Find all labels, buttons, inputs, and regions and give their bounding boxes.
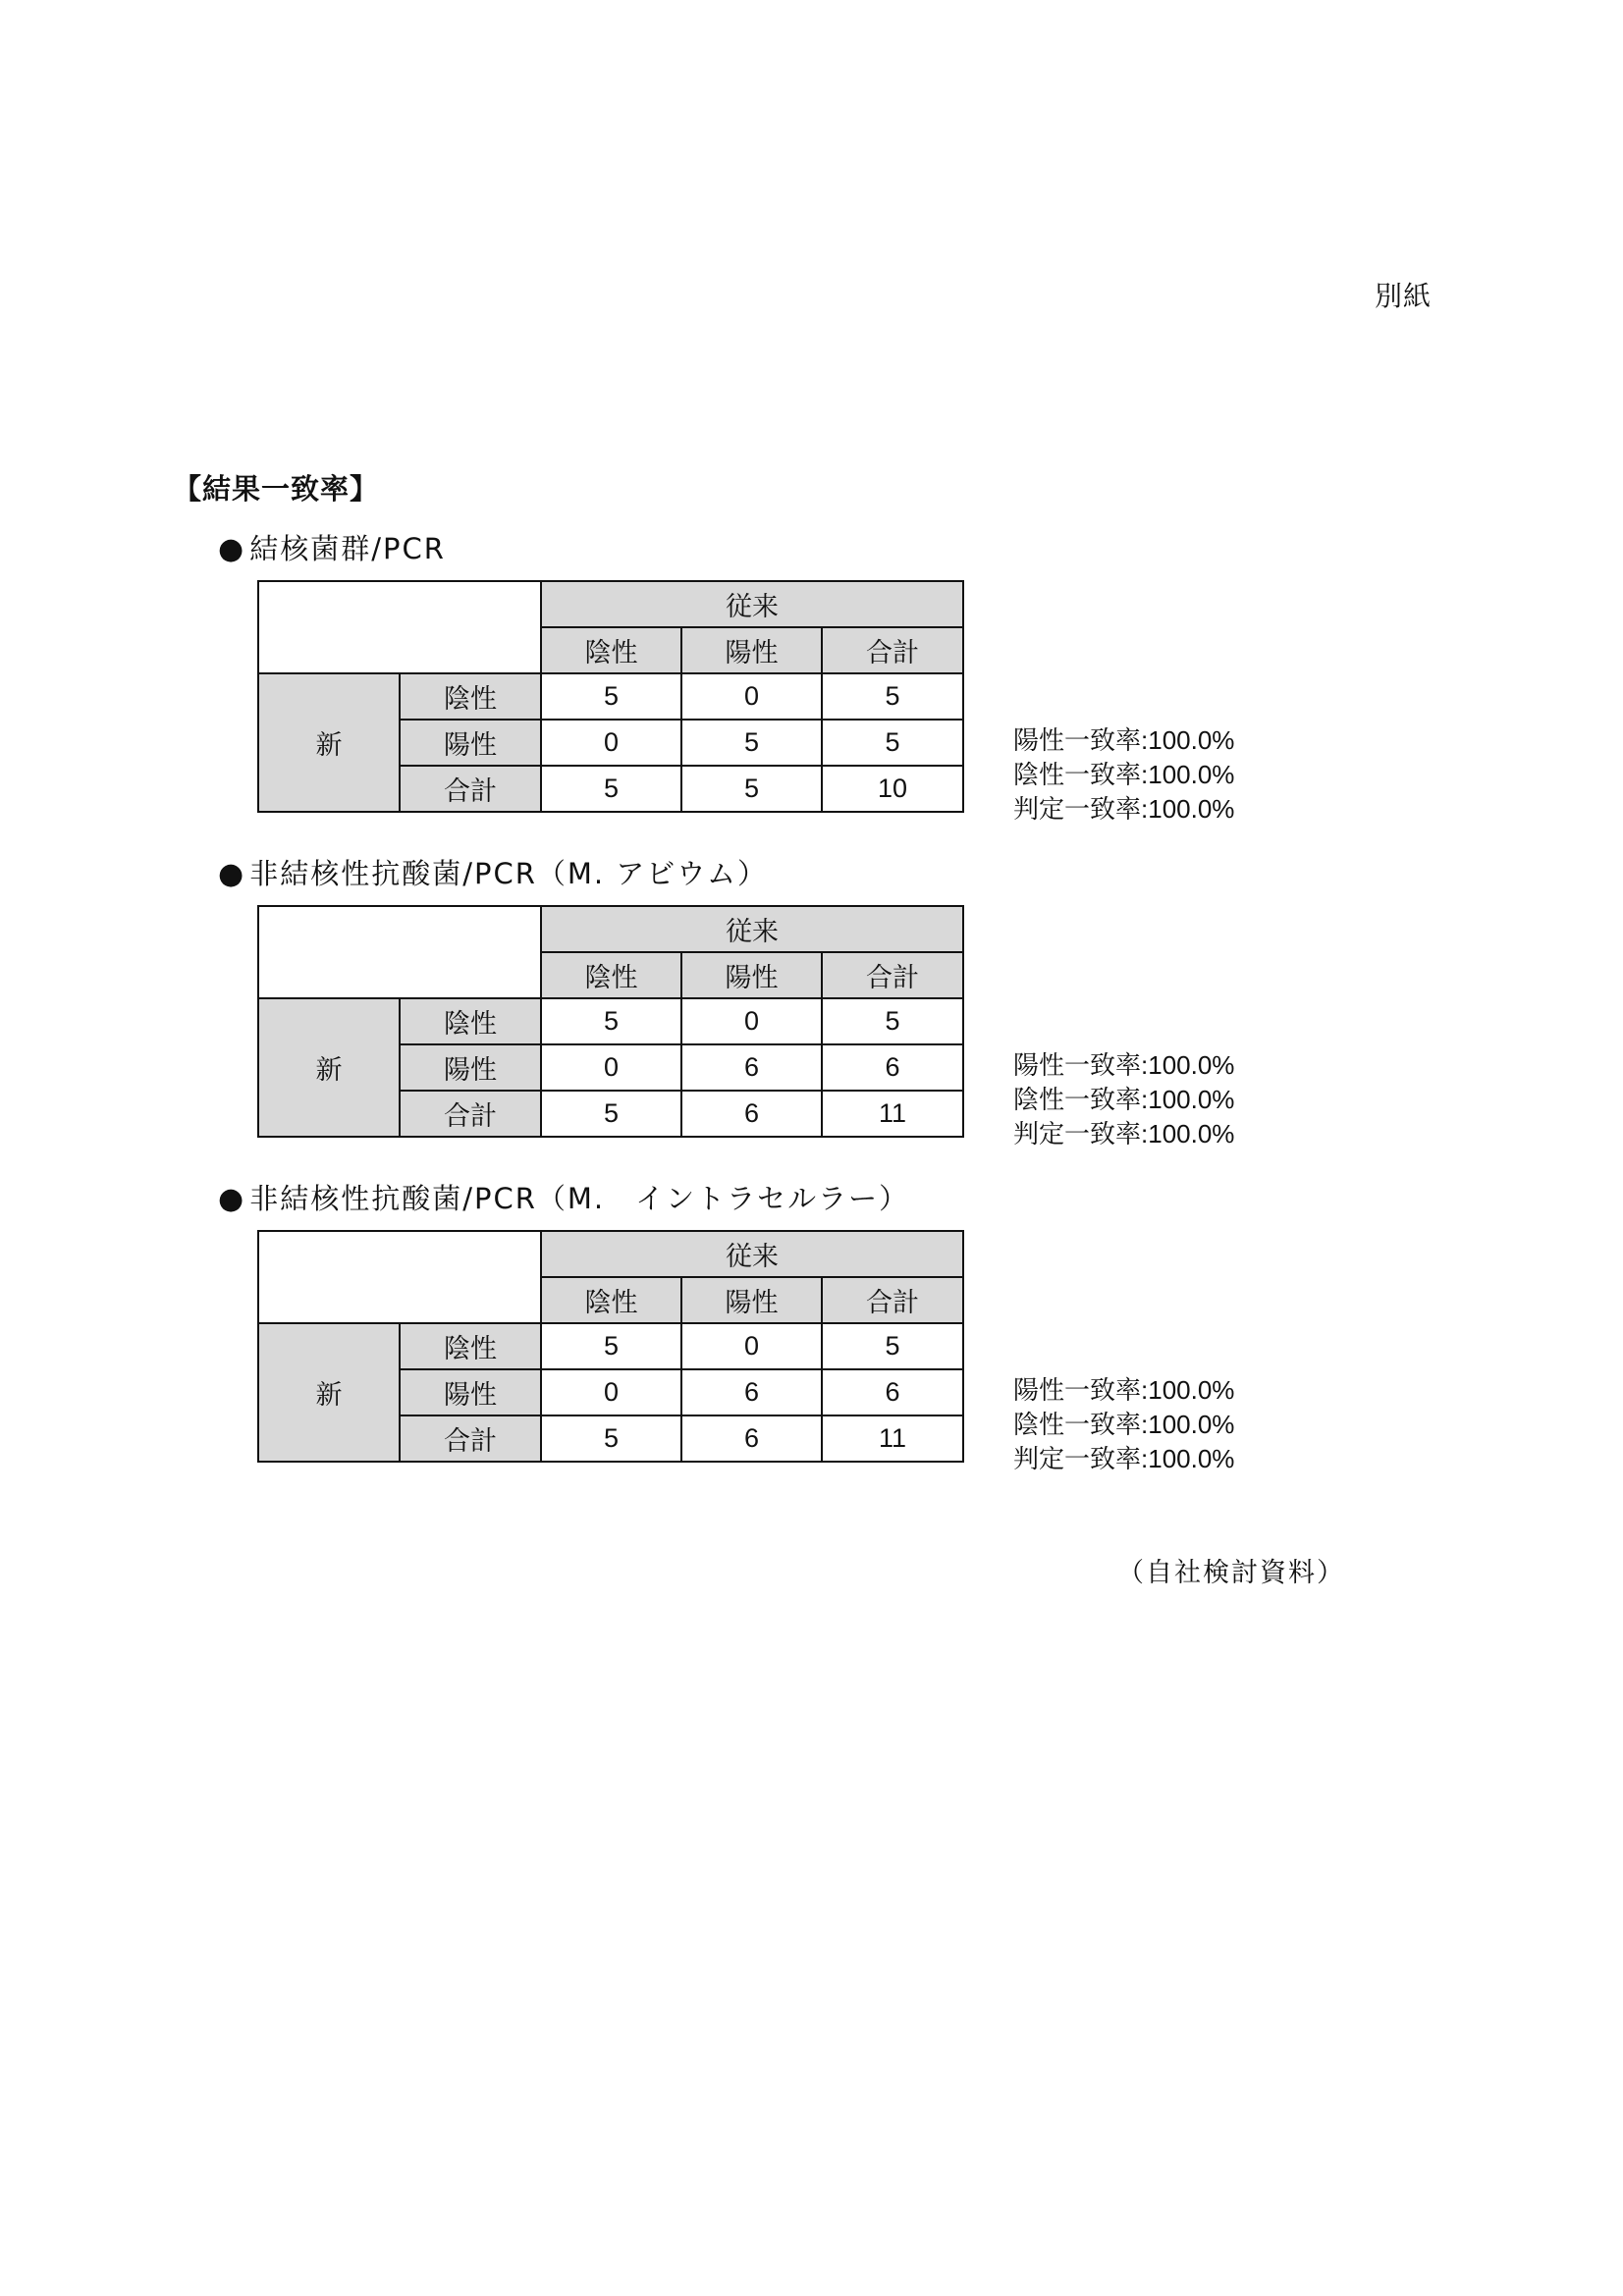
rate-line-positive — [1013, 1373, 1234, 1408]
col-header-total: 合計 — [822, 952, 963, 998]
rate-label: 陽性一致率 — [1013, 1051, 1142, 1081]
agreement-rates-m-intracellulare — [1013, 1373, 1234, 1476]
table-cell: 5 — [541, 1091, 681, 1137]
rate-label: 判定一致率 — [1013, 1445, 1142, 1474]
table-cell: 5 — [541, 1323, 681, 1369]
section-title: 【結果一致率】 — [173, 472, 380, 506]
rate-value: :100.0% — [1141, 1085, 1235, 1114]
rate-label: 陽性一致率 — [1013, 726, 1142, 756]
col-header-total: 合計 — [822, 627, 963, 673]
conventional-header: 従来 — [541, 1231, 963, 1277]
col-header-negative: 陰性 — [541, 1277, 681, 1323]
row-header-total: 合計 — [400, 1091, 541, 1137]
row-header-negative: 陰性 — [400, 998, 541, 1044]
rate-label: 判定一致率 — [1013, 1120, 1142, 1149]
col-header-positive: 陽性 — [681, 627, 822, 673]
rate-value: :100.0% — [1141, 794, 1235, 824]
block-heading-text: 非結核性抗酸菌/PCR（M. アビウム） — [249, 857, 769, 890]
conventional-header: 従来 — [541, 906, 963, 952]
row-header-total: 合計 — [400, 1415, 541, 1462]
corner-cell — [258, 906, 541, 998]
corner-cell — [258, 1231, 541, 1323]
corner-cell — [258, 581, 541, 673]
table-cell: 0 — [681, 673, 822, 720]
rate-line-negative — [1013, 1408, 1234, 1442]
row-header-positive: 陽性 — [400, 1369, 541, 1415]
rate-label: 陰性一致率 — [1013, 761, 1142, 790]
conventional-header: 従来 — [541, 581, 963, 627]
table-cell: 6 — [822, 1369, 963, 1415]
rate-line-overall — [1013, 1117, 1234, 1151]
rate-line-overall — [1013, 792, 1234, 827]
table-cell: 0 — [681, 1323, 822, 1369]
table-cell: 5 — [822, 1323, 963, 1369]
bullet-icon: ● — [218, 532, 246, 566]
table-cell: 5 — [541, 998, 681, 1044]
table-cell: 6 — [681, 1044, 822, 1091]
contingency-table-m-avium — [257, 905, 964, 1138]
block-heading-tb-complex — [218, 527, 446, 567]
col-header-negative: 陰性 — [541, 627, 681, 673]
table-cell: 5 — [541, 766, 681, 812]
rate-value: :100.0% — [1141, 1050, 1235, 1080]
rate-line-overall — [1013, 1442, 1234, 1476]
agreement-rates-m-avium — [1013, 1048, 1234, 1151]
block-heading-text: 非結核性抗酸菌/PCR（M. イントラセルラー） — [249, 1182, 910, 1215]
rate-label: 判定一致率 — [1013, 795, 1142, 825]
block-heading-text: 結核菌群/PCR — [249, 532, 446, 565]
table-cell: 11 — [822, 1415, 963, 1462]
bullet-icon: ● — [218, 857, 246, 891]
agreement-rates-tb-complex — [1013, 723, 1234, 827]
rate-value: :100.0% — [1141, 725, 1235, 755]
bullet-icon: ● — [218, 1182, 246, 1216]
col-header-total: 合計 — [822, 1277, 963, 1323]
row-header-negative: 陰性 — [400, 1323, 541, 1369]
table-cell: 5 — [822, 720, 963, 766]
table-cell: 0 — [541, 720, 681, 766]
table-cell: 5 — [822, 673, 963, 720]
col-header-positive: 陽性 — [681, 952, 822, 998]
table-cell: 0 — [541, 1369, 681, 1415]
new-method-header: 新 — [258, 998, 400, 1137]
rate-value: :100.0% — [1141, 1375, 1235, 1405]
col-header-negative: 陰性 — [541, 952, 681, 998]
rate-line-negative — [1013, 758, 1234, 792]
table-cell: 6 — [681, 1415, 822, 1462]
table-cell: 5 — [541, 673, 681, 720]
table-cell: 5 — [681, 720, 822, 766]
contingency-table-tb-complex — [257, 580, 964, 813]
rate-line-negative — [1013, 1083, 1234, 1117]
rate-value: :100.0% — [1141, 1119, 1235, 1148]
rate-label: 陰性一致率 — [1013, 1086, 1142, 1115]
table-cell: 0 — [541, 1044, 681, 1091]
table-cell: 5 — [822, 998, 963, 1044]
rate-label: 陽性一致率 — [1013, 1376, 1142, 1406]
rate-value: :100.0% — [1141, 760, 1235, 789]
row-header-positive: 陽性 — [400, 1044, 541, 1091]
row-header-total: 合計 — [400, 766, 541, 812]
new-method-header: 新 — [258, 1323, 400, 1462]
table-cell: 5 — [541, 1415, 681, 1462]
rate-value: :100.0% — [1141, 1444, 1235, 1473]
table-cell: 11 — [822, 1091, 963, 1137]
table-cell: 0 — [681, 998, 822, 1044]
table-cell: 5 — [681, 766, 822, 812]
page-label: 別紙 — [1375, 280, 1433, 312]
rate-value: :100.0% — [1141, 1410, 1235, 1439]
table-cell: 6 — [681, 1369, 822, 1415]
contingency-table-m-intracellulare — [257, 1230, 964, 1463]
table-cell: 6 — [681, 1091, 822, 1137]
rate-line-positive — [1013, 723, 1234, 758]
rate-label: 陰性一致率 — [1013, 1411, 1142, 1440]
block-heading-m-avium — [218, 852, 768, 892]
table-cell: 10 — [822, 766, 963, 812]
new-method-header: 新 — [258, 673, 400, 812]
col-header-positive: 陽性 — [681, 1277, 822, 1323]
row-header-positive: 陽性 — [400, 720, 541, 766]
rate-line-positive — [1013, 1048, 1234, 1083]
source-note: （自社検討資料） — [1117, 1558, 1345, 1588]
table-cell: 6 — [822, 1044, 963, 1091]
block-heading-m-intracellulare — [218, 1177, 909, 1217]
row-header-negative: 陰性 — [400, 673, 541, 720]
